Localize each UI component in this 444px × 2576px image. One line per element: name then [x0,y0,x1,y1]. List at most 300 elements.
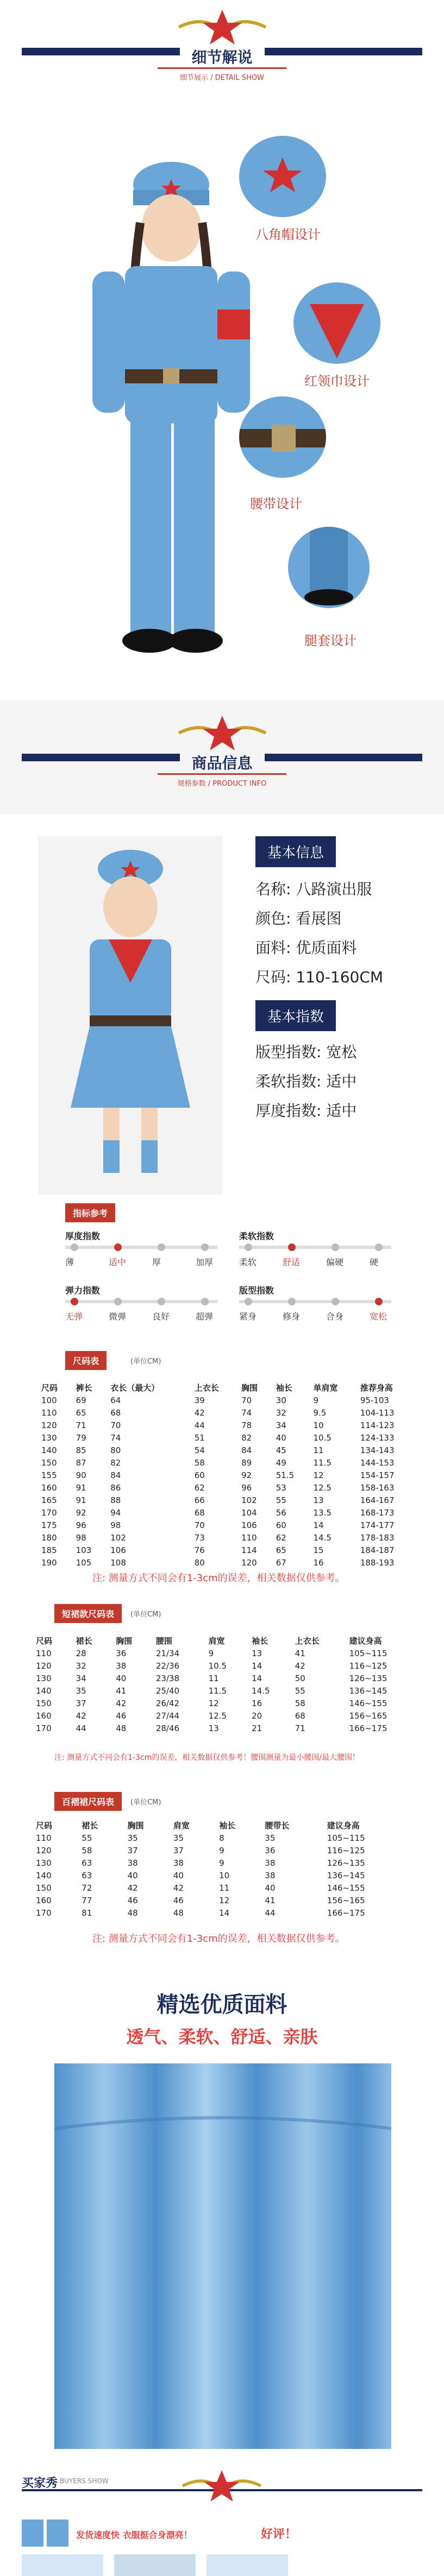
table-cell: 89 [241,1457,252,1468]
table-cell: 68 [110,1407,121,1418]
table-header: 裙长 [82,1821,98,1830]
table-cell: 62 [194,1482,205,1493]
table-cell: 42 [194,1407,205,1418]
table-cell: 185 [41,1545,57,1555]
belt-detail-photo [239,396,326,478]
table-cell: 14 [252,1673,262,1683]
scale-marker [158,1298,165,1305]
table-cell: 40 [127,1870,138,1880]
table-cell: 9 [219,1858,224,1868]
table-cell: 48 [116,1723,127,1733]
scale-marker [375,1298,383,1305]
table-cell: 44 [194,1420,205,1430]
table-cell: 98 [76,1532,86,1543]
table-cell: 56 [276,1507,286,1518]
table-cell: 48 [173,1908,184,1918]
skirt-size-table [33,1634,424,1734]
table-cell: 158-163 [360,1482,395,1493]
table-cell: 60 [276,1520,286,1530]
table-cell: 105 [76,1557,92,1568]
table-header: 袖长 [219,1821,236,1830]
table-cell: 175 [41,1520,57,1530]
table-cell: 23/38 [155,1673,180,1683]
table-cell: 140 [41,1445,57,1455]
scale-marker [288,1298,296,1305]
table-cell: 38 [265,1870,276,1880]
size-table-note: 注: 测量方式不同会有1-3cm的误差，相关数据仅供参考。 [92,1573,345,1584]
table-cell: 65 [276,1545,286,1555]
review-photo-3 [207,2554,288,2576]
table-cell: 69 [76,1395,86,1405]
table-header: 建议身高 [327,1821,360,1830]
info-key-name: 名称: [255,880,291,898]
table-header: 建议身高 [349,1636,382,1646]
review-thumbnail-2 [47,2520,68,2547]
table-cell: 38 [265,1858,276,1868]
table-cell: 13 [252,1648,262,1658]
table-cell: 42 [295,1660,305,1671]
table-cell: 96 [241,1482,252,1493]
callout-belt: 腰带设计 [250,496,302,512]
table-cell: 116~125 [327,1845,365,1855]
size-table-unit: (单位CM) [130,1358,161,1366]
table-cell: 166~175 [349,1723,387,1733]
scale-option: 柔软 [239,1257,257,1267]
buyers-show-footer [0,2454,444,2576]
buyers-show-label: 买家秀 [22,2477,58,2490]
table-cell: 21/34 [155,1648,180,1658]
table-cell: 71 [295,1723,305,1733]
table-row [33,1697,424,1709]
table-row [38,1469,418,1481]
table-cell: 110 [41,1407,57,1418]
table-cell: 168-173 [360,1507,395,1518]
table-cell: 103 [76,1545,92,1555]
table-cell: 114 [241,1545,257,1555]
table-row [33,1672,424,1684]
table-header: 尺码 [41,1383,58,1393]
table-cell: 80 [110,1445,121,1455]
table-cell: 10 [313,1420,324,1430]
table-cell: 39 [194,1395,205,1405]
table-cell: 73 [194,1532,205,1543]
table-cell: 22/36 [155,1660,180,1671]
table-cell: 13.5 [313,1507,332,1518]
table-cell: 106 [241,1520,257,1530]
table-cell: 41 [295,1648,305,1658]
table-cell: 86 [110,1482,121,1493]
table-cell: 63 [82,1858,92,1868]
table-cell: 46 [116,1710,127,1721]
table-cell: 12.5 [313,1482,332,1493]
table-row [33,1906,413,1919]
table-cell: 16 [313,1557,324,1568]
table-cell: 100 [41,1395,57,1405]
table-cell: 44 [265,1908,276,1918]
table-cell: 90 [76,1470,86,1480]
table-cell: 40 [265,1883,276,1893]
scale-marker [71,1298,78,1305]
table-cell: 51.5 [276,1470,295,1480]
info-val-name: 八路演出服 [296,880,372,898]
index-tag: 基本指数 [255,1000,336,1031]
fabric-subtitle: 透气、柔软、舒适、亲肤 [126,2026,318,2047]
table-cell: 114-123 [360,1420,395,1430]
table-cell: 50 [295,1673,305,1683]
table-header: 腰带长 [265,1821,290,1830]
table-cell: 38 [127,1858,138,1868]
table-cell: 130 [36,1858,52,1868]
table-cell: 72 [82,1883,92,1893]
table-cell: 82 [241,1432,252,1443]
info-key-size: 尺码: [255,968,291,986]
table-cell: 35 [76,1685,86,1696]
table-header: 腰围 [155,1636,172,1646]
table-cell: 34 [276,1420,286,1430]
table-cell: 81 [82,1908,92,1918]
index-val-fit: 宽松 [326,1043,357,1061]
table-cell: 94 [110,1507,121,1518]
table-cell: 53 [276,1482,286,1493]
table-cell: 88 [110,1495,121,1505]
table-cell: 48 [127,1908,138,1918]
table-cell: 60 [194,1470,205,1480]
scale-option: 加厚 [196,1257,214,1267]
scale-marker [158,1243,165,1251]
table-cell: 37 [127,1845,138,1855]
table-cell: 65 [76,1407,86,1418]
table-row [33,1844,413,1857]
table-cell: 136~145 [327,1870,365,1880]
table-cell: 66 [194,1495,205,1505]
table-cell: 45 [276,1445,286,1455]
table-cell: 106 [110,1545,126,1555]
table-cell: 78 [241,1420,252,1430]
table-cell: 130 [36,1673,52,1683]
table-cell: 68 [295,1710,305,1721]
table-cell: 80 [194,1557,205,1568]
detail-section-subtitle: 细节展示 / DETAIL SHOW [179,74,265,82]
table-cell: 32 [76,1660,86,1671]
table-cell: 64 [110,1395,121,1405]
scale-2 [65,1284,217,1333]
table-cell: 116~125 [349,1660,387,1671]
table-cell: 25/40 [155,1685,180,1696]
table-cell: 44 [76,1723,86,1733]
table-cell: 164-167 [360,1495,395,1505]
table-cell: 37 [173,1845,184,1855]
table-cell: 16 [252,1698,262,1708]
table-header: 胸围 [127,1821,144,1830]
table-cell: 58 [295,1698,305,1708]
table-cell: 12 [313,1470,324,1480]
table-cell: 28/46 [155,1723,180,1733]
table-row [33,1709,424,1722]
table-header: 上衣长 [194,1383,219,1393]
table-cell: 126~135 [327,1858,365,1868]
scale-marker [201,1298,209,1305]
table-cell: 70 [241,1395,252,1405]
table-row [38,1406,418,1419]
scale-1 [239,1229,391,1278]
table-cell: 30 [276,1395,286,1405]
scale-option: 修身 [283,1311,301,1322]
star-emblem-icon [168,5,277,49]
table-cell: 155 [41,1470,57,1480]
table-cell: 110 [241,1532,257,1543]
star-emblem-icon [173,2464,271,2508]
table-cell: 76 [194,1545,205,1555]
pleat-table-unit: (单位CM) [130,1798,161,1807]
scale-marker [245,1298,252,1305]
table-cell: 14 [313,1520,324,1530]
table-cell: 8 [219,1833,224,1843]
table-cell: 42 [76,1710,86,1721]
table-cell: 42 [173,1883,184,1893]
table-cell: 102 [241,1495,257,1505]
table-cell: 134-143 [360,1445,395,1455]
table-cell: 10.5 [313,1432,332,1443]
skirt-table-note: 注: 测量方式不同会有1-3cm的误差，相关数据仅供参考！腰围测量为最小腰围/最大腰围！ [54,1753,360,1762]
review-thumbnail-1 [22,2520,43,2547]
table-cell: 38 [116,1660,127,1671]
table-cell: 11.5 [208,1685,227,1696]
table-cell: 12 [219,1895,230,1905]
table-row [33,1882,413,1894]
table-cell: 10.5 [208,1660,227,1671]
scale-bar [65,1246,217,1249]
table-cell: 13 [208,1723,219,1733]
table-cell: 21 [252,1723,262,1733]
table-cell: 35 [173,1833,184,1843]
table-header: 推荐身高 [360,1383,393,1393]
scale-option: 适中 [109,1257,127,1267]
callout-cap: 八角帽设计 [255,227,321,242]
table-cell: 9 [219,1845,224,1855]
table-cell: 46 [127,1895,138,1905]
table-cell: 49 [276,1457,286,1468]
info-val-fabric: 优质面料 [296,939,357,957]
fabric-photo [54,2063,391,2449]
table-row [38,1556,418,1569]
table-cell: 124-133 [360,1432,395,1443]
table-header: 胸围 [116,1636,133,1646]
table-cell: 85 [76,1445,86,1455]
info-section-header [0,706,444,809]
scale-name: 厚度指数 [65,1231,101,1241]
scale-name: 柔软指数 [239,1231,274,1241]
table-row [38,1394,418,1406]
scarf-detail-photo [293,282,380,364]
scale-3 [239,1284,391,1333]
scale-option: 厚 [152,1257,161,1267]
scale-marker [114,1298,122,1305]
table-cell: 41 [116,1685,127,1696]
table-row [33,1722,424,1734]
table-row [38,1481,418,1494]
scale-option: 微弹 [109,1311,127,1322]
buyers-show-en: BUYERS SHOW [60,2477,109,2485]
table-row [33,1832,413,1844]
index-val-thick: 适中 [326,1102,357,1120]
table-cell: 10 [219,1870,230,1880]
table-header: 单肩宽 [313,1383,338,1393]
table-cell: 92 [241,1470,252,1480]
table-cell: 87 [76,1457,86,1468]
table-header: 袖长 [252,1636,268,1646]
table-row [33,1894,413,1906]
table-cell: 120 [241,1557,257,1568]
table-cell: 14 [219,1908,230,1918]
table-cell: 55 [276,1495,286,1505]
scale-option: 超弹 [196,1311,214,1322]
table-row [38,1456,418,1469]
table-cell: 126~135 [349,1673,387,1683]
table-header: 胸围 [241,1383,258,1393]
table-header: 肩宽 [173,1821,190,1830]
table-cell: 77 [82,1895,92,1905]
scale-marker [71,1243,78,1251]
pleat-table-note: 注: 测量方式不同会有1-3cm的误差，相关数据仅供参考。 [92,1933,345,1944]
table-cell: 104-113 [360,1407,395,1418]
table-cell: 11 [313,1445,324,1455]
review-photo-1 [22,2554,103,2576]
table-cell: 28 [76,1648,86,1658]
basic-info-tag: 基本信息 [255,836,336,867]
detail-section-header [0,0,444,103]
size-table [38,1381,418,1569]
table-cell: 84 [110,1470,121,1480]
skirt-table-unit: (单位CM) [130,1611,161,1619]
table-cell: 20 [252,1710,262,1721]
table-cell: 170 [36,1908,52,1918]
detail-section-title: 细节解说 [179,46,264,67]
table-cell: 36 [265,1845,276,1855]
table-cell: 96 [76,1520,86,1530]
table-cell: 74 [241,1407,252,1418]
info-val-color: 看展图 [296,910,342,927]
scale-marker [201,1243,209,1251]
table-cell: 150 [36,1883,52,1893]
scale-name: 弹力指数 [65,1285,101,1296]
table-cell: 102 [110,1532,126,1543]
table-cell: 70 [194,1520,205,1530]
table-cell: 14.5 [313,1532,332,1543]
scale-option: 硬 [370,1257,379,1267]
table-cell: 84 [241,1445,252,1455]
table-cell: 12 [208,1698,219,1708]
table-cell: 67 [276,1557,286,1568]
size-table-tag: 尺码表 [65,1351,107,1370]
info-section-title: 商品信息 [179,752,264,773]
table-cell: 92 [76,1507,86,1518]
table-cell: 190 [41,1557,57,1568]
table-cell: 136~145 [349,1685,387,1696]
scale-marker [332,1298,339,1305]
table-row [33,1869,413,1882]
table-cell: 150 [36,1698,52,1708]
table-cell: 74 [110,1432,121,1443]
table-cell: 178-183 [360,1532,395,1543]
table-cell: 180 [41,1532,57,1543]
table-row [38,1531,418,1544]
table-cell: 55 [295,1685,305,1696]
table-cell: 170 [36,1723,52,1733]
table-cell: 108 [110,1557,126,1568]
table-cell: 14.5 [252,1685,270,1696]
table-cell: 58 [194,1457,205,1468]
table-cell: 40 [116,1673,127,1683]
table-cell: 95-103 [360,1395,389,1405]
table-cell: 170 [41,1507,57,1518]
scale-option: 舒适 [283,1257,301,1267]
info-section-subtitle: 规格参数 / PRODUCT INFO [177,780,267,788]
info-key-fabric: 面料: [255,939,291,957]
table-row [33,1857,413,1869]
table-cell: 146~155 [349,1698,387,1708]
scale-marker [114,1243,122,1251]
table-header: 上衣长 [295,1636,320,1646]
table-row [33,1659,424,1672]
table-header: 衣长（最大） [110,1383,160,1393]
pleat-table-tag: 百褶裙尺码表 [54,1792,122,1811]
scale-name: 版型指数 [239,1285,274,1296]
scale-marker [245,1243,252,1251]
callout-scarf: 红领巾设计 [304,374,370,389]
table-cell: 79 [76,1432,86,1443]
table-cell: 160 [36,1895,52,1905]
table-cell: 54 [194,1445,205,1455]
table-cell: 34 [76,1673,86,1683]
table-cell: 62 [276,1532,286,1543]
table-cell: 14 [252,1660,262,1671]
star-emblem-icon [168,711,277,755]
fabric-title: 精选优质面料 [157,1992,287,2017]
table-cell: 35 [265,1833,276,1843]
table-row [38,1519,418,1531]
table-cell: 38 [173,1858,184,1868]
table-cell: 110 [36,1648,52,1658]
table-cell: 70 [110,1420,121,1430]
table-cell: 11 [219,1883,230,1893]
table-cell: 188-193 [360,1557,395,1568]
table-cell: 166~175 [327,1908,365,1918]
table-header: 尺码 [36,1821,53,1830]
scale-marker [288,1243,296,1251]
table-cell: 63 [82,1870,92,1880]
table-cell: 150 [41,1457,57,1468]
table-cell: 140 [36,1685,52,1696]
table-cell: 42 [116,1698,127,1708]
table-cell: 154-157 [360,1470,395,1480]
table-row [38,1444,418,1456]
table-cell: 146~155 [327,1883,365,1893]
table-cell: 55 [82,1833,92,1843]
table-cell: 120 [41,1420,57,1430]
table-cell: 12.5 [208,1710,227,1721]
table-cell: 140 [36,1870,52,1880]
table-cell: 40 [276,1432,286,1443]
leg-detail-photo [288,527,370,608]
table-header: 裤长 [76,1383,92,1393]
table-header: 裙长 [76,1636,92,1646]
review-photo-2 [114,2554,196,2576]
table-cell: 105~115 [327,1833,365,1843]
scale-marker [375,1243,383,1251]
table-cell: 160 [41,1482,57,1493]
scale-marker [332,1243,339,1251]
table-cell: 15 [313,1545,324,1555]
